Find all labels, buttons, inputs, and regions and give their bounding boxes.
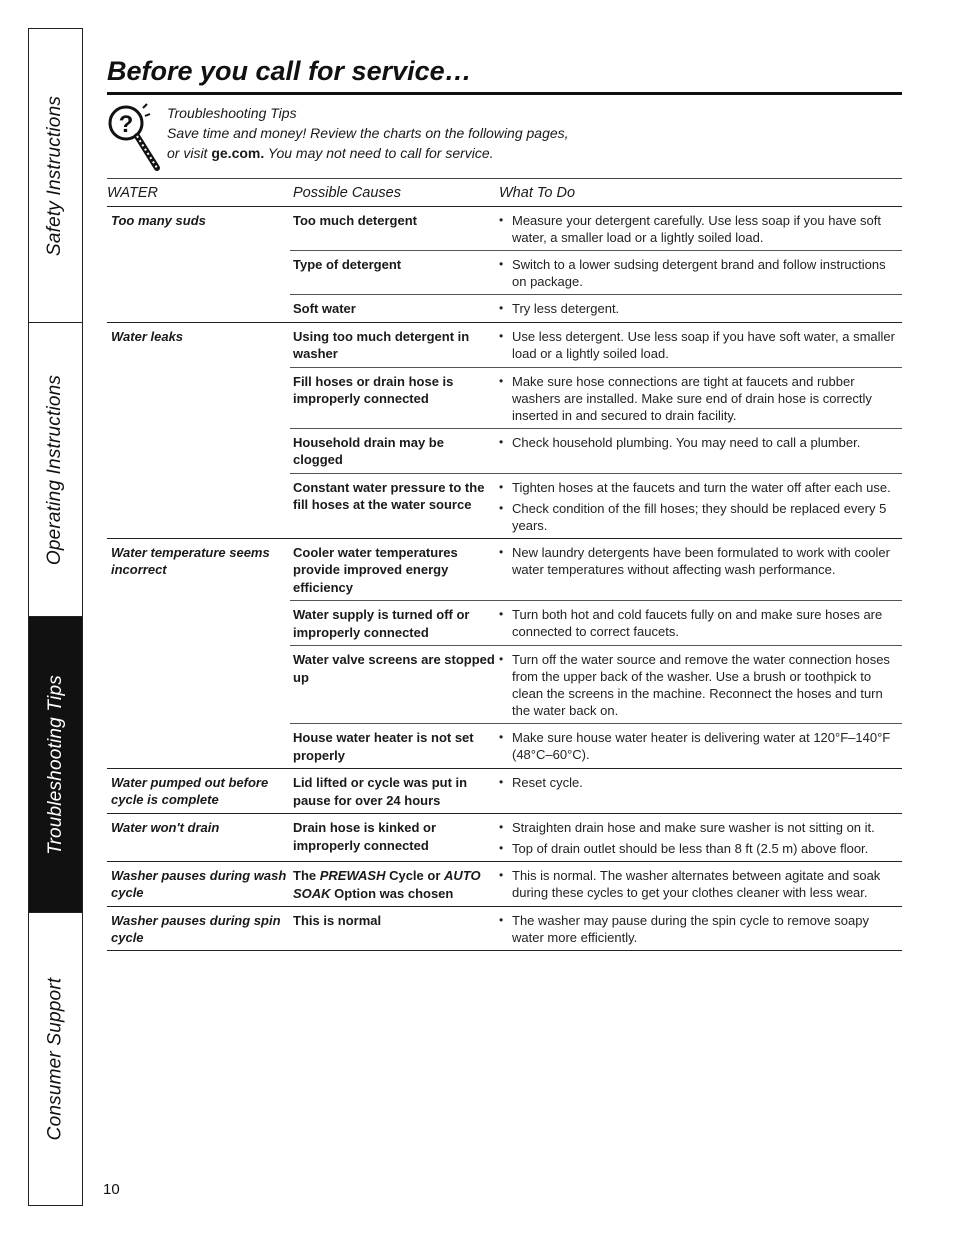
table-row bbox=[290, 646, 902, 724]
remedy-text: Make sure hose connections are tight at faucets and rubber washers are installed. Make sure end of drain hose is correctly inserted in and secured to drain facility. bbox=[512, 373, 872, 423]
tips-line-1: Save time and money! Review the charts on the following pages, bbox=[167, 125, 569, 141]
problem-group bbox=[107, 862, 902, 907]
possible-cause: House water heater is not set properly bbox=[293, 730, 474, 763]
possible-cause: Using too much detergent in washer bbox=[293, 328, 470, 361]
tab-label: Consumer Support bbox=[44, 977, 66, 1141]
bullet-dot-icon: • bbox=[499, 328, 504, 343]
svg-text:?: ? bbox=[118, 111, 134, 138]
possible-cause: Constant water pressure to the fill hoses at the water source bbox=[293, 479, 485, 512]
bullet-dot-icon: • bbox=[499, 730, 504, 744]
remedy-text: Make sure house water heater is delivering water at 120°F–140°F (48°C–60°C). bbox=[512, 730, 891, 762]
possible-cause: Drain hose is kinked or improperly connected bbox=[293, 820, 437, 853]
possible-cause: Cooler water temperatures provide improved energy efficiency bbox=[293, 544, 458, 595]
table-row bbox=[290, 323, 902, 368]
header-possible-causes: Possible Causes bbox=[293, 184, 401, 201]
troubleshooting-table bbox=[107, 178, 902, 951]
what-to-do bbox=[496, 774, 902, 809]
remedy-text: New laundry detergents have been formulated to work with cooler water temperatures without affecting wash performance. bbox=[512, 544, 890, 577]
table-row bbox=[290, 474, 902, 538]
remedy-bullet bbox=[499, 774, 902, 791]
what-to-do bbox=[496, 544, 902, 597]
table-row bbox=[290, 251, 902, 295]
page-number: 10 bbox=[103, 1181, 120, 1198]
side-tab-bar bbox=[28, 28, 83, 1206]
remedy-text: Check household plumbing. You may need to call a plumber. bbox=[512, 434, 861, 450]
possible-cause: Fill hoses or drain hose is improperly connected bbox=[293, 373, 454, 406]
possible-cause-part: PREWASH bbox=[319, 868, 386, 883]
bullet-dot-icon: • bbox=[499, 868, 504, 882]
tips-line-2 bbox=[167, 143, 569, 163]
remedy-text: Straighten drain hose and make sure washer is not sitting on it. bbox=[512, 820, 875, 835]
tips-line-2-post: You may not need to call for service. bbox=[264, 145, 494, 161]
tab-label: Troubleshooting Tips bbox=[44, 674, 66, 855]
what-to-do bbox=[496, 867, 902, 902]
remedy-text: The washer may pause during the spin cycle to remove soapy water more efficiently. bbox=[512, 913, 869, 945]
table-row bbox=[290, 429, 902, 474]
problem-group bbox=[107, 539, 902, 770]
table-body bbox=[107, 207, 902, 951]
troubleshooting-tips-intro bbox=[167, 103, 569, 163]
title-rule bbox=[107, 92, 902, 95]
page-title: Before you call for service… bbox=[107, 56, 472, 86]
what-to-do bbox=[496, 819, 902, 857]
remedy-bullet bbox=[499, 256, 902, 290]
bullet-dot-icon: • bbox=[499, 913, 504, 927]
table-row bbox=[290, 724, 902, 768]
what-to-do bbox=[496, 606, 902, 641]
table-row bbox=[290, 295, 902, 322]
tab-operating-instructions[interactable] bbox=[29, 323, 82, 617]
what-to-do bbox=[496, 912, 902, 946]
possible-cause bbox=[290, 867, 496, 902]
remedy-text: Check condition of the fill hoses; they should be replaced every 5 years. bbox=[512, 500, 887, 533]
problem-label: Water pumped out before cycle is complete bbox=[111, 775, 269, 807]
table-row bbox=[290, 601, 902, 646]
remedy-text: This is normal. The washer alternates between agitate and soak during these cycles to get your clothes cleaner with less wear. bbox=[512, 868, 881, 900]
table-row bbox=[290, 862, 902, 906]
tips-line-2-pre: or visit bbox=[167, 145, 212, 161]
table-row bbox=[290, 814, 902, 861]
remedy-text: Use less detergent. Use less soap if you have soft water, a smaller load or a lightly soiled load. bbox=[512, 328, 895, 361]
possible-cause-part: The bbox=[293, 868, 320, 883]
remedy-text: Turn both hot and cold faucets fully on and make sure hoses are connected to correct faucets. bbox=[512, 607, 883, 639]
tab-label: Operating Instructions bbox=[44, 374, 66, 565]
remedy-text: Tighten hoses at the faucets and turn the water off after each use. bbox=[512, 479, 891, 495]
problem-label: Water won't drain bbox=[111, 820, 220, 835]
remedy-text: Measure your detergent carefully. Use less soap if you have soft water, a smaller load or a lightly soiled load. bbox=[512, 213, 882, 245]
remedy-text: Try less detergent. bbox=[512, 301, 620, 316]
table-header bbox=[107, 178, 902, 207]
what-to-do bbox=[496, 256, 902, 290]
problem-group bbox=[107, 769, 902, 814]
possible-cause: Water valve screens are stopped up bbox=[293, 652, 495, 685]
remedy-bullet bbox=[499, 328, 902, 362]
bullet-dot-icon: • bbox=[499, 544, 504, 559]
header-what-to-do: What To Do bbox=[499, 184, 576, 201]
table-row bbox=[290, 207, 902, 251]
bullet-dot-icon: • bbox=[499, 500, 504, 515]
remedy-bullet bbox=[499, 606, 902, 640]
what-to-do bbox=[496, 300, 902, 318]
bullet-dot-icon: • bbox=[499, 820, 504, 834]
possible-cause: Household drain may be clogged bbox=[293, 434, 444, 467]
bullet-dot-icon: • bbox=[499, 479, 504, 494]
what-to-do bbox=[496, 651, 902, 719]
problem-group bbox=[107, 907, 902, 951]
problem-label: Water temperature seems incorrect bbox=[111, 544, 270, 577]
bullet-dot-icon: • bbox=[499, 434, 504, 449]
possible-cause: Water supply is turned off or improperly connected bbox=[293, 607, 470, 640]
remedy-bullet bbox=[499, 729, 902, 763]
problem-label: Washer pauses during spin cycle bbox=[111, 913, 281, 945]
remedy-bullet bbox=[499, 434, 902, 451]
table-row bbox=[290, 907, 902, 950]
possible-cause-part: AUTO SOAK bbox=[293, 868, 481, 901]
problem-group bbox=[107, 814, 902, 862]
possible-cause-part: Cycle or bbox=[385, 868, 444, 883]
what-to-do bbox=[496, 373, 902, 424]
remedy-bullet bbox=[499, 300, 902, 317]
tab-safety-instructions[interactable] bbox=[29, 29, 82, 323]
tips-title: Troubleshooting Tips bbox=[167, 105, 297, 121]
possible-cause: Soft water bbox=[293, 301, 356, 316]
table-row bbox=[290, 539, 902, 602]
table-row bbox=[290, 368, 902, 429]
remedy-bullet bbox=[499, 500, 902, 534]
table-row bbox=[290, 769, 902, 813]
tab-consumer-support[interactable] bbox=[29, 913, 82, 1205]
problem-label: Washer pauses during wash cycle bbox=[111, 868, 287, 900]
possible-cause: This is normal bbox=[293, 913, 382, 928]
problem-label: Water leaks bbox=[111, 328, 184, 344]
what-to-do bbox=[496, 479, 902, 534]
remedy-text: Switch to a lower sudsing detergent brand and follow instructions on package. bbox=[512, 257, 886, 289]
remedy-bullet bbox=[499, 912, 902, 946]
what-to-do bbox=[496, 212, 902, 246]
problem-group bbox=[107, 323, 902, 539]
possible-cause-part: Option was chosen bbox=[330, 885, 454, 901]
remedy-bullet bbox=[499, 819, 902, 836]
what-to-do bbox=[496, 328, 902, 363]
remedy-bullet bbox=[499, 373, 902, 424]
remedy-bullet bbox=[499, 840, 902, 857]
bullet-dot-icon: • bbox=[499, 213, 504, 227]
problem-label: Too many suds bbox=[111, 213, 206, 228]
remedy-bullet bbox=[499, 651, 902, 719]
bullet-dot-icon: • bbox=[499, 301, 504, 315]
possible-cause: Too much detergent bbox=[293, 213, 417, 228]
tab-troubleshooting-tips[interactable] bbox=[29, 617, 82, 913]
remedy-text: Reset cycle. bbox=[512, 775, 583, 790]
bullet-dot-icon: • bbox=[499, 373, 504, 388]
bullet-dot-icon: • bbox=[499, 652, 504, 666]
remedy-bullet bbox=[499, 212, 902, 246]
remedy-text: Turn off the water source and remove the water connection hoses from the upper back of the washer. Use a brush or toothpick to clean the screens in the machine. Reconnect the hoses and turn the water back on. bbox=[512, 652, 890, 718]
header-problem: WATER bbox=[107, 184, 159, 201]
remedy-bullet bbox=[499, 479, 902, 496]
bullet-dot-icon: • bbox=[499, 607, 504, 621]
remedy-bullet bbox=[499, 867, 902, 901]
what-to-do bbox=[496, 729, 902, 764]
problem-group bbox=[107, 207, 902, 323]
bullet-dot-icon: • bbox=[499, 841, 504, 855]
possible-cause: Type of detergent bbox=[293, 257, 402, 272]
what-to-do bbox=[496, 434, 902, 469]
possible-cause: Lid lifted or cycle was put in pause for over 24 hours bbox=[293, 775, 468, 808]
bullet-dot-icon: • bbox=[499, 257, 504, 271]
remedy-text: Top of drain outlet should be less than 8 ft (2.5 m) above floor. bbox=[512, 841, 869, 856]
question-magnifier-icon bbox=[107, 102, 167, 174]
tab-label: Safety Instructions bbox=[44, 95, 66, 256]
ge-link[interactable]: ge.com. bbox=[211, 145, 265, 161]
bullet-dot-icon: • bbox=[499, 775, 504, 789]
remedy-bullet bbox=[499, 544, 902, 578]
